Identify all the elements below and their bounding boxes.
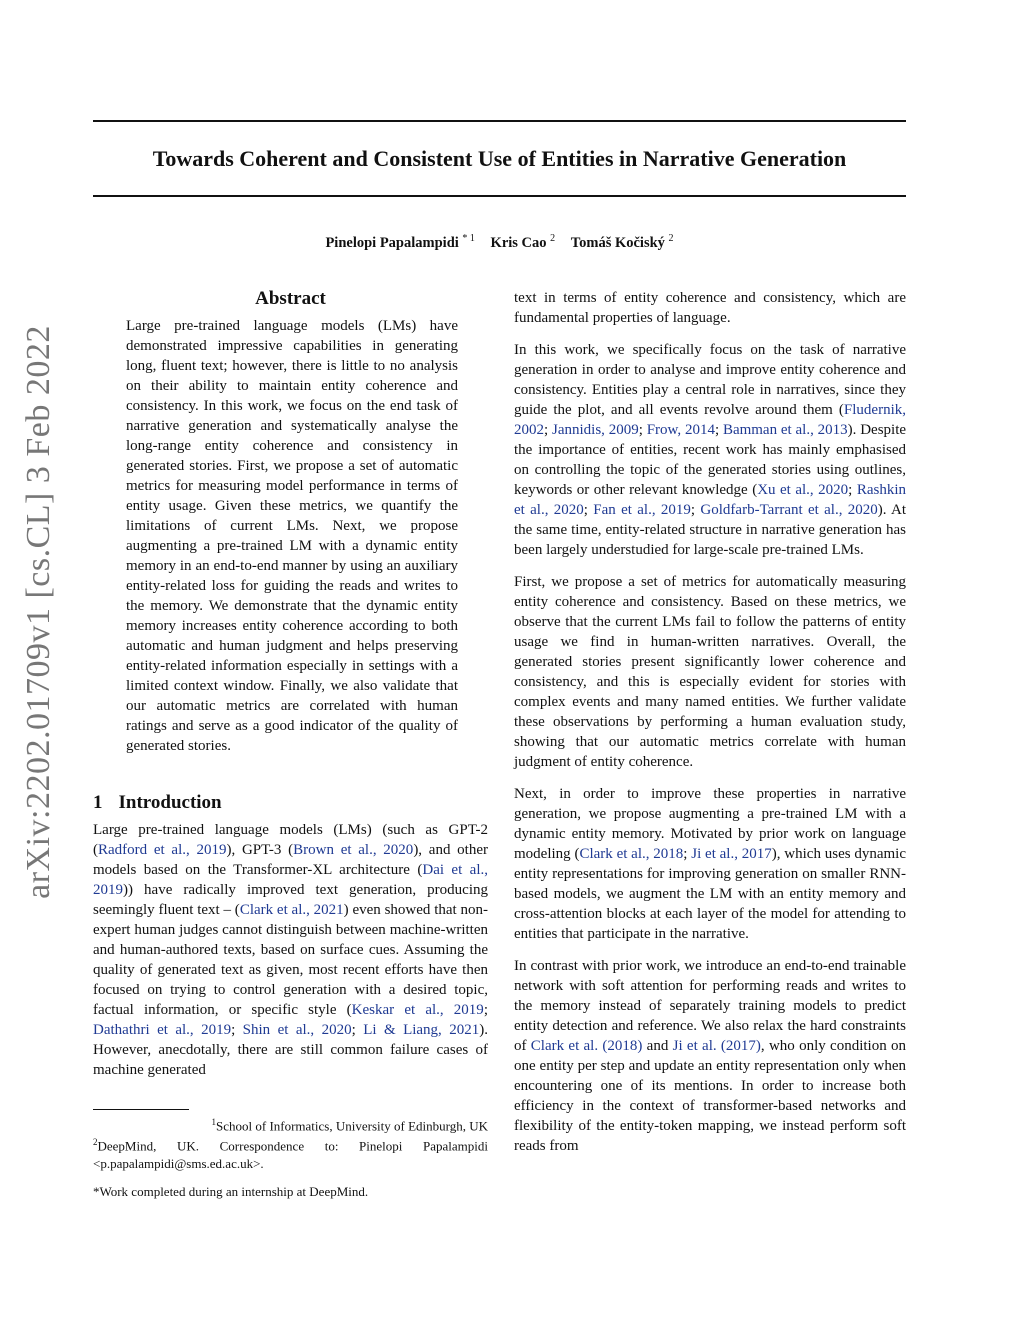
author-3: Tomáš Kočiský $^2$ <box>570 233 674 251</box>
arxiv-identifier[interactable]: arXiv:2202.01709v1 [cs.CL] 3 Feb 2022 <box>20 325 57 899</box>
section-number: 1 <box>93 792 103 813</box>
citation-link[interactable]: Ji et al. (2017) <box>672 1038 761 1054</box>
title-top-rule <box>93 120 906 122</box>
intro-paragraph-2: In this work, we specifically focus on the task of narrative generation in order to analyse and improve entity coherence and consistency. Entities play a central role in narratives, since they guide the plot, and all events revolve around them (Fludernik, 2002; Jannidis, 2009; Frow, 2014; Bamman et al., 2013). Despite the importance of entities, recent work has mainly emphasised on controlling the topic of the generated stories using outlines, keywords or other relevant knowledge (Xu et al., 2020; Rashkin et al., 2020; Fan et al., 2019; Goldfarb-Tarrant et al., 2020). At the same time, entity-related structure in narrative generation has been largely understudied for large-scale pre-trained LMs. <box>514 342 907 558</box>
citation-link[interactable]: Goldfarb-Tarrant et al., 2020 <box>700 502 878 518</box>
right-column <box>514 288 906 1156</box>
internship-footnote: *Work completed during an internship at DeepMind. <box>93 1184 369 1199</box>
citation-link[interactable]: Ji et al., 2017 <box>691 846 772 862</box>
section-title: Introduction <box>118 792 222 813</box>
citation-link[interactable]: Dathathri et al., 2019 <box>93 1022 232 1038</box>
citation-link[interactable]: Clark et al., 2021 <box>239 902 344 918</box>
intro-paragraph-4: Next, in order to improve these properties in narrative generation, we propose augmenting a pre-trained LM with a dynamic entity memory. Motivated by prior work on language modeling (Clark et al., 2018; Ji et al., 2017), which uses dynamic entity representations for improving generation on smaller RNN-based models, we augment the LM with an entity memory and cross-attention blocks at each layer of the model for attending to entities that participate in the narrative. <box>514 786 907 942</box>
intro-paragraph-5: In contrast with prior work, we introduce an end-to-end trainable network with soft attention for performing reads and writes to the memory instead of separately training models to predict entity detection and reference. We also relax the hard constraints of Clark et al. (2018) and Ji et al. (2017), who only condition on one entity per step and update an entity representation only when encountering one of its mentions. In order to increase both efficiency in the context of transformer-based networks and flexibility of the entity-token mapping, we instead perform soft reads from <box>514 958 906 1154</box>
citation-link[interactable]: Dai et al., 2019 <box>93 862 488 898</box>
intro-paragraph-1-continued: text in terms of entity coherence and consistency, which are fundamental properties of language. <box>514 290 906 326</box>
section-heading-introduction <box>93 792 488 814</box>
intro-paragraph-1: Large pre-trained language models (LMs) (such as GPT-2 (Radford et al., 2019), GPT-3 (Brown et al., 2020), and other models based on the Transformer-XL architecture (Dai et al., 2019)) have radically improved text generation, producing seemingly fluent text – (Clark et al., 2021) even showed that non-expert human judges cannot distinguish between machine-written and human-authored texts, based on surface cues. Assuming the quality of generated text as given, most recent efforts have then focused on trying to control generation with a desired topic, factual information, or specific style (Keskar et al., 2019; Dathathri et al., 2019; Shin et al., 2020; Li & Liang, 2021). However, anecdotally, there are still common failure cases of machine generated <box>93 822 488 1078</box>
citation-link[interactable]: Rashkin et al., 2020 <box>514 482 906 518</box>
citation-link[interactable]: Li & Liang, 2021 <box>363 1022 480 1038</box>
footnote-rule <box>93 1109 189 1110</box>
intro-paragraph-3: First, we propose a set of metrics for automatically measuring entity coherence and consistency. Based on these metrics, we observe that the current LMs fail to follow the patterns of entity usage we find in human-written narratives. Overall, the generated stories present significantly lower coherence and consistency, and this is especially evident for stories with complex events and many named entities. We further validate these observations by performing a human evaluation study, showing that our automatic metrics correlate with human judgment of entity coherence. <box>514 574 906 770</box>
citation-link[interactable]: Clark et al. (2018) <box>530 1038 643 1054</box>
author-1: Pinelopi Papalampidi $^{* 1}$ <box>325 233 475 251</box>
affiliation-footnote <box>93 1114 488 1172</box>
citation-link[interactable]: Keskar et al., 2019 <box>351 1002 484 1018</box>
citation-link[interactable]: Frow, 2014 <box>646 422 715 438</box>
author-list <box>93 233 906 252</box>
citation-link[interactable]: Fan et al., 2019 <box>593 502 691 518</box>
abstract-text: Large pre-trained language models (LMs) have demonstrated impressive capabilities in generating long, fluent text; however, there is little to no analysis on their ability to maintain entity coherence and consistency. In this work, we focus on the end task of narrative generation and systematically analyse the long-range entity coherence and consistency in generated stories. First, we propose a set of automatic metrics for measuring model performance in terms of entity usage. Given these metrics, we quantify the limitations of current LMs. Next, we propose augmenting a pre-trained LM with a dynamic entity memory in an end-to-end manner by using an auxiliary entity-related loss for guiding the reads and writes to the memory. We demonstrate that the dynamic entity memory increases entity coherence according to both automatic and human judgment and helps preserving entity-related information especially in settings with a limited context window. Finally, we also validate that our automatic metrics are correlated with human ratings and serve as a good indicator of the quality of generated stories. <box>126 318 458 754</box>
abstract-heading: Abstract <box>255 288 326 309</box>
left-column <box>93 288 488 1080</box>
citation-link[interactable]: Brown et al., 2020 <box>293 842 414 858</box>
citation-link[interactable]: Bamman et al., 2013 <box>722 422 848 438</box>
citation-link[interactable]: Radford et al., 2019 <box>98 842 227 858</box>
paper-title: Towards Coherent and Consistent Use of Entities in Narrative Generation <box>152 146 847 171</box>
citation-link[interactable]: Clark et al., 2018 <box>579 846 684 862</box>
citation-link[interactable]: Shin et al., 2020 <box>242 1022 352 1038</box>
footnote-affil-1: $^1$School of Informatics, University of Edinburgh, UK <box>211 1117 488 1134</box>
footnote-affil-2: $^2$DeepMind, UK. Correspondence to: Pinelopi Papalampidi <p.papalampidi@sms.ed.ac.uk>. <box>93 1137 488 1171</box>
citation-link[interactable]: Jannidis, 2009 <box>551 422 639 438</box>
title-bottom-rule <box>93 195 906 197</box>
citation-link[interactable]: Fludernik, 2002 <box>514 402 906 438</box>
citation-link[interactable]: Xu et al., 2020 <box>757 482 849 498</box>
author-2: Kris Cao $^2$ <box>490 233 556 251</box>
